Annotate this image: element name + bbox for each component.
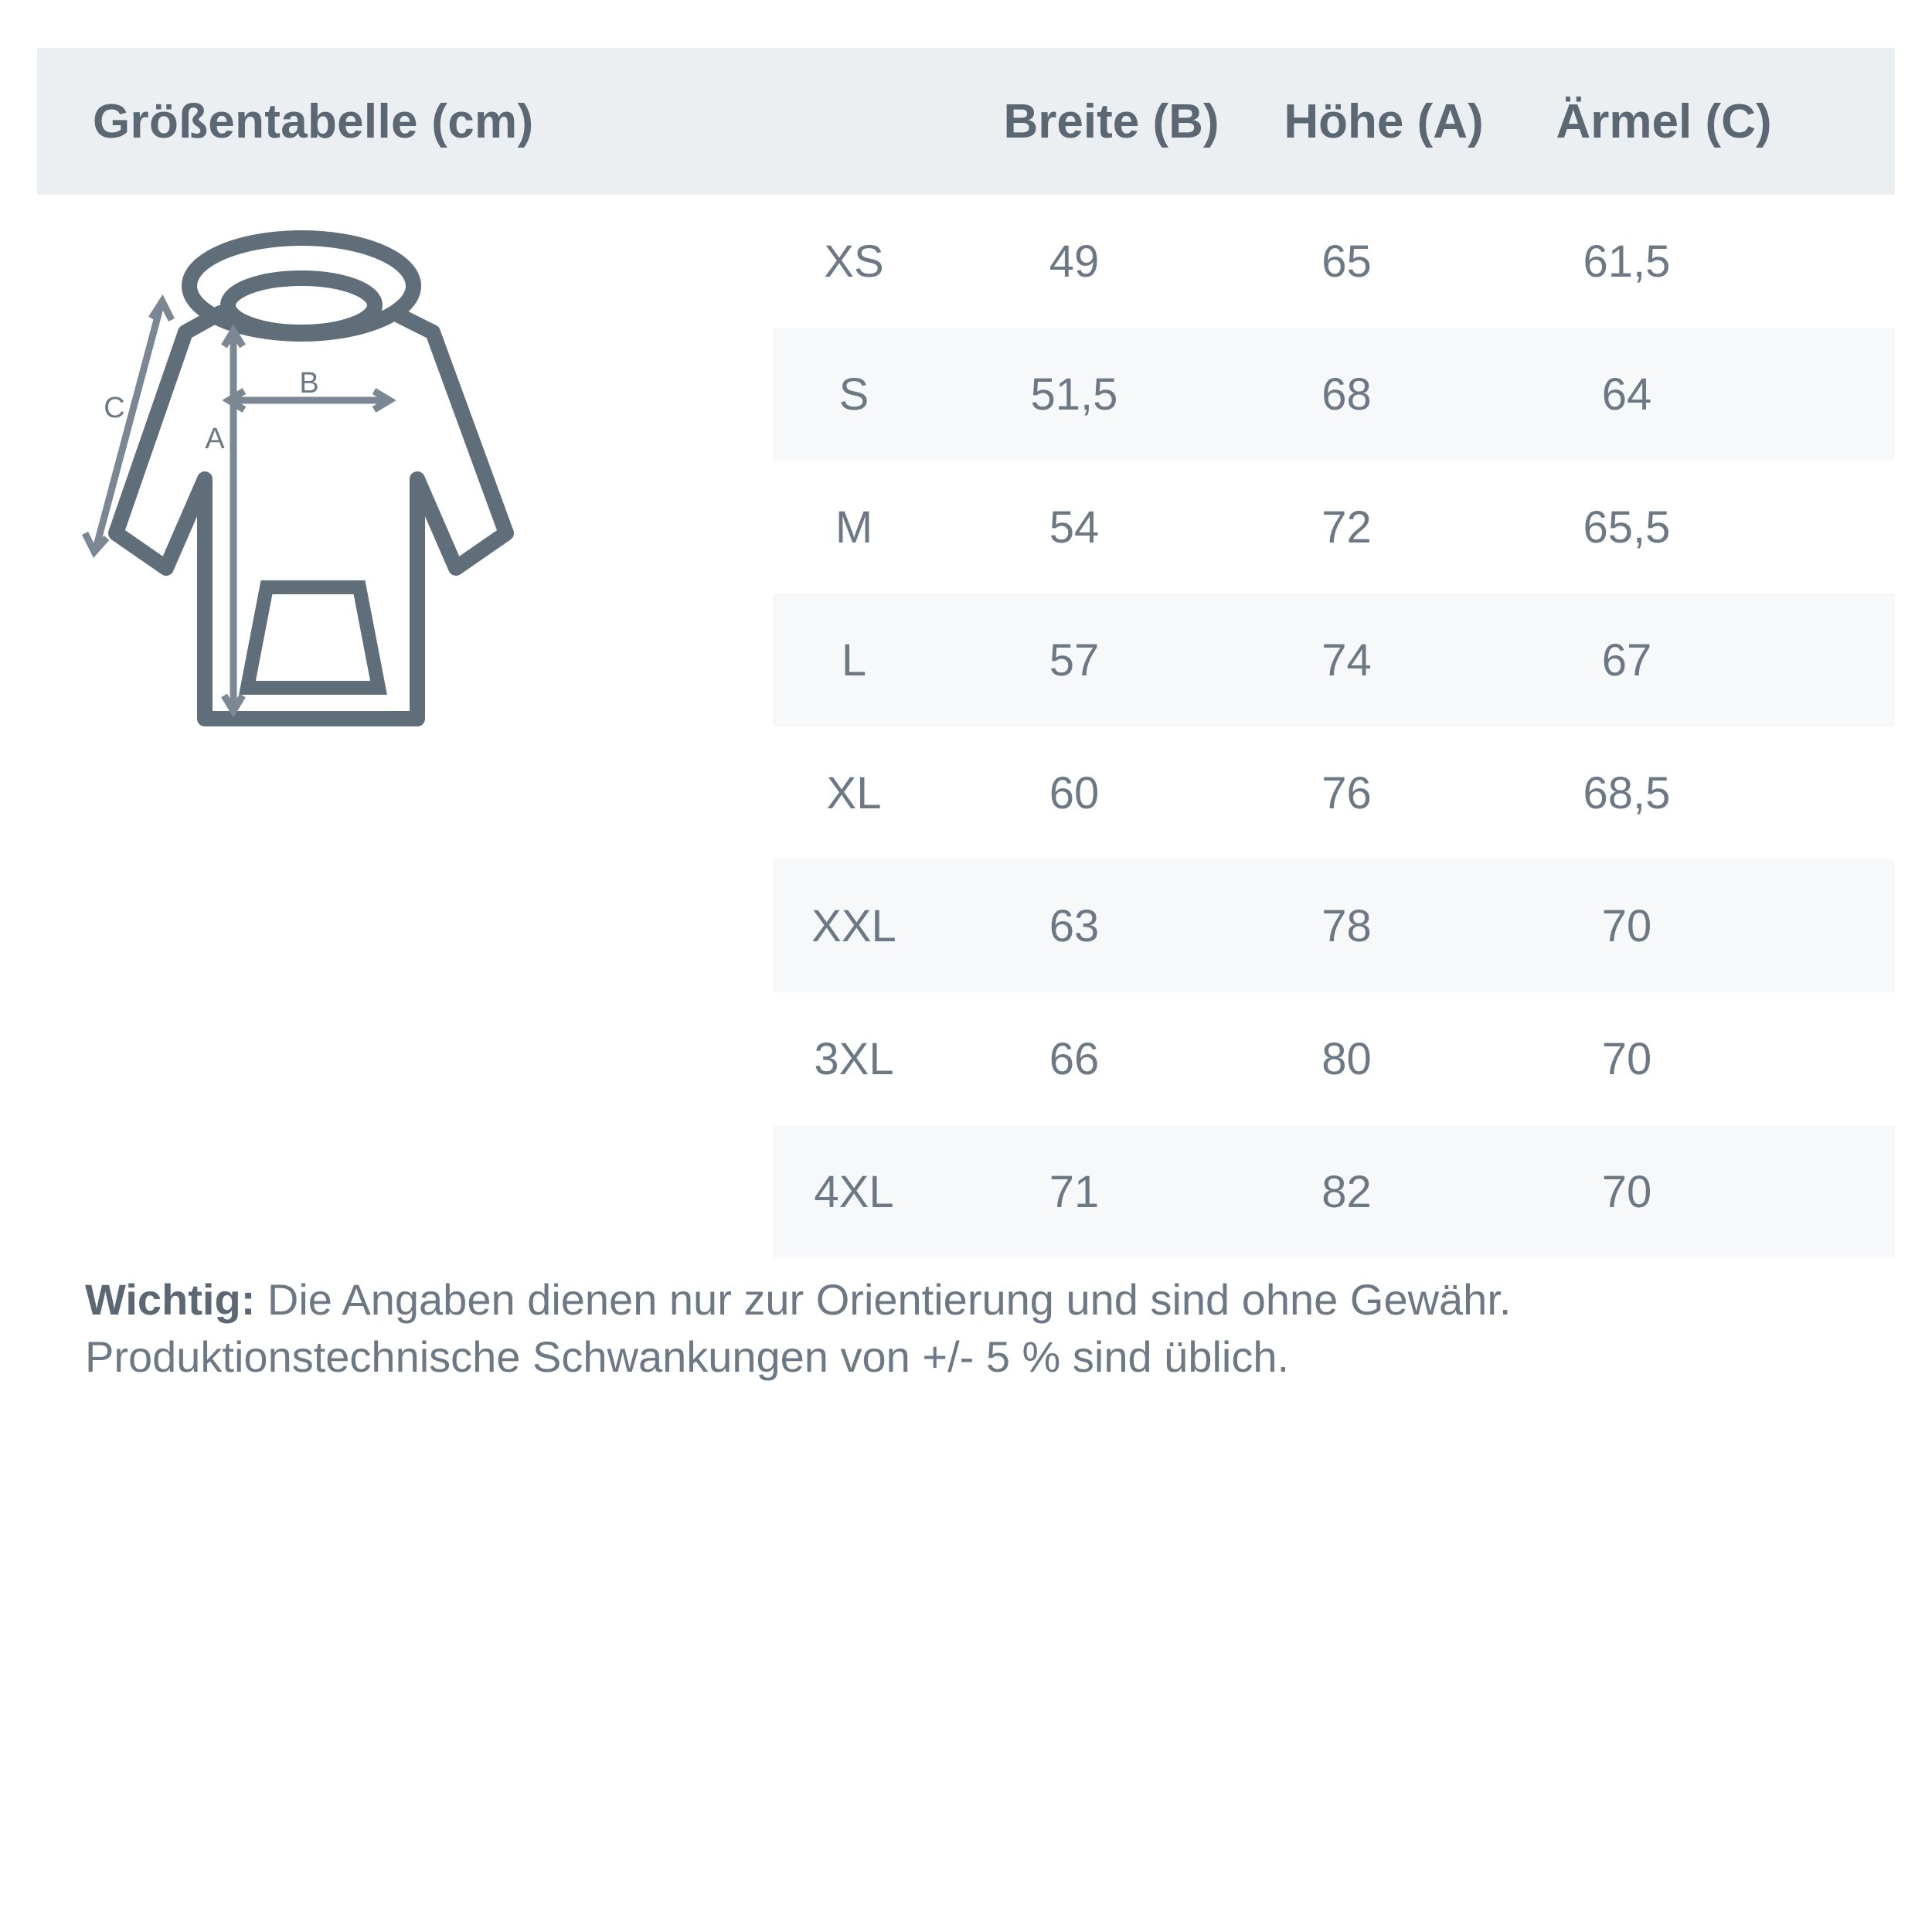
cell-hoehe: 74 — [1321, 634, 1372, 685]
cell-hoehe: 76 — [1321, 767, 1372, 818]
cell-breite: 49 — [1049, 236, 1100, 287]
disclaimer-text: Die Angaben dienen nur zur Orientierung und sind ohne Gewähr. Produktionstechnische Schwankungen von +/- 5 % sind üblich. — [85, 1275, 1512, 1381]
cell-breite: 71 — [1049, 1166, 1100, 1217]
cell-aermel: 70 — [1601, 1166, 1652, 1217]
cell-size: 3XL — [814, 1033, 894, 1084]
cell-size: XL — [826, 767, 882, 818]
page-title: Größentabelle (cm) — [93, 94, 534, 148]
cell-hoehe: 72 — [1321, 502, 1372, 553]
table-row — [773, 1125, 1895, 1258]
table-row — [773, 328, 1895, 461]
cell-hoehe: 78 — [1321, 900, 1372, 951]
hoodie-measurement-diagram — [70, 224, 765, 827]
disclaimer-label: Wichtig: — [85, 1275, 256, 1324]
cell-aermel: 64 — [1601, 369, 1652, 420]
cell-size: M — [835, 502, 873, 553]
header-col-hoehe: Höhe (A) — [1284, 94, 1484, 148]
cell-hoehe: 82 — [1321, 1166, 1372, 1217]
disclaimer-note — [85, 1271, 1855, 1386]
cell-aermel: 61,5 — [1583, 236, 1671, 287]
cell-breite: 63 — [1049, 900, 1100, 951]
cell-hoehe: 68 — [1321, 369, 1372, 420]
cell-breite: 60 — [1049, 767, 1100, 818]
cell-size: L — [841, 634, 867, 685]
table-row — [773, 594, 1895, 726]
cell-size: XXL — [811, 900, 896, 951]
cell-aermel: 70 — [1601, 900, 1652, 951]
header-col-breite: Breite (B) — [1003, 94, 1219, 148]
header-col-aermel: Ärmel (C) — [1556, 94, 1772, 148]
table-row — [773, 859, 1895, 992]
cell-aermel: 68,5 — [1583, 767, 1671, 818]
cell-size: XS — [824, 236, 884, 287]
cell-hoehe: 80 — [1321, 1033, 1372, 1084]
table-row — [773, 992, 1895, 1125]
label-b: B — [299, 367, 319, 400]
table-row — [773, 195, 1895, 328]
label-a: A — [205, 423, 225, 455]
cell-breite: 57 — [1049, 634, 1100, 685]
header-columns — [810, 48, 1895, 195]
cell-aermel: 65,5 — [1583, 502, 1671, 553]
cell-breite: 54 — [1049, 502, 1100, 553]
hoodie-pocket-shape — [247, 587, 379, 688]
table-row — [773, 461, 1895, 594]
cell-size: 4XL — [814, 1166, 894, 1217]
table-row — [773, 726, 1895, 859]
cell-aermel: 67 — [1601, 634, 1652, 685]
size-table — [773, 195, 1895, 1258]
label-c: C — [104, 392, 125, 424]
height-arrow-a — [224, 331, 243, 711]
cell-size: S — [838, 369, 869, 420]
cell-aermel: 70 — [1601, 1033, 1652, 1084]
hoodie-outline-shape — [116, 238, 506, 719]
cell-breite: 51,5 — [1030, 369, 1118, 420]
cell-hoehe: 65 — [1321, 236, 1372, 287]
header-band — [37, 48, 1895, 195]
cell-breite: 66 — [1049, 1033, 1100, 1084]
